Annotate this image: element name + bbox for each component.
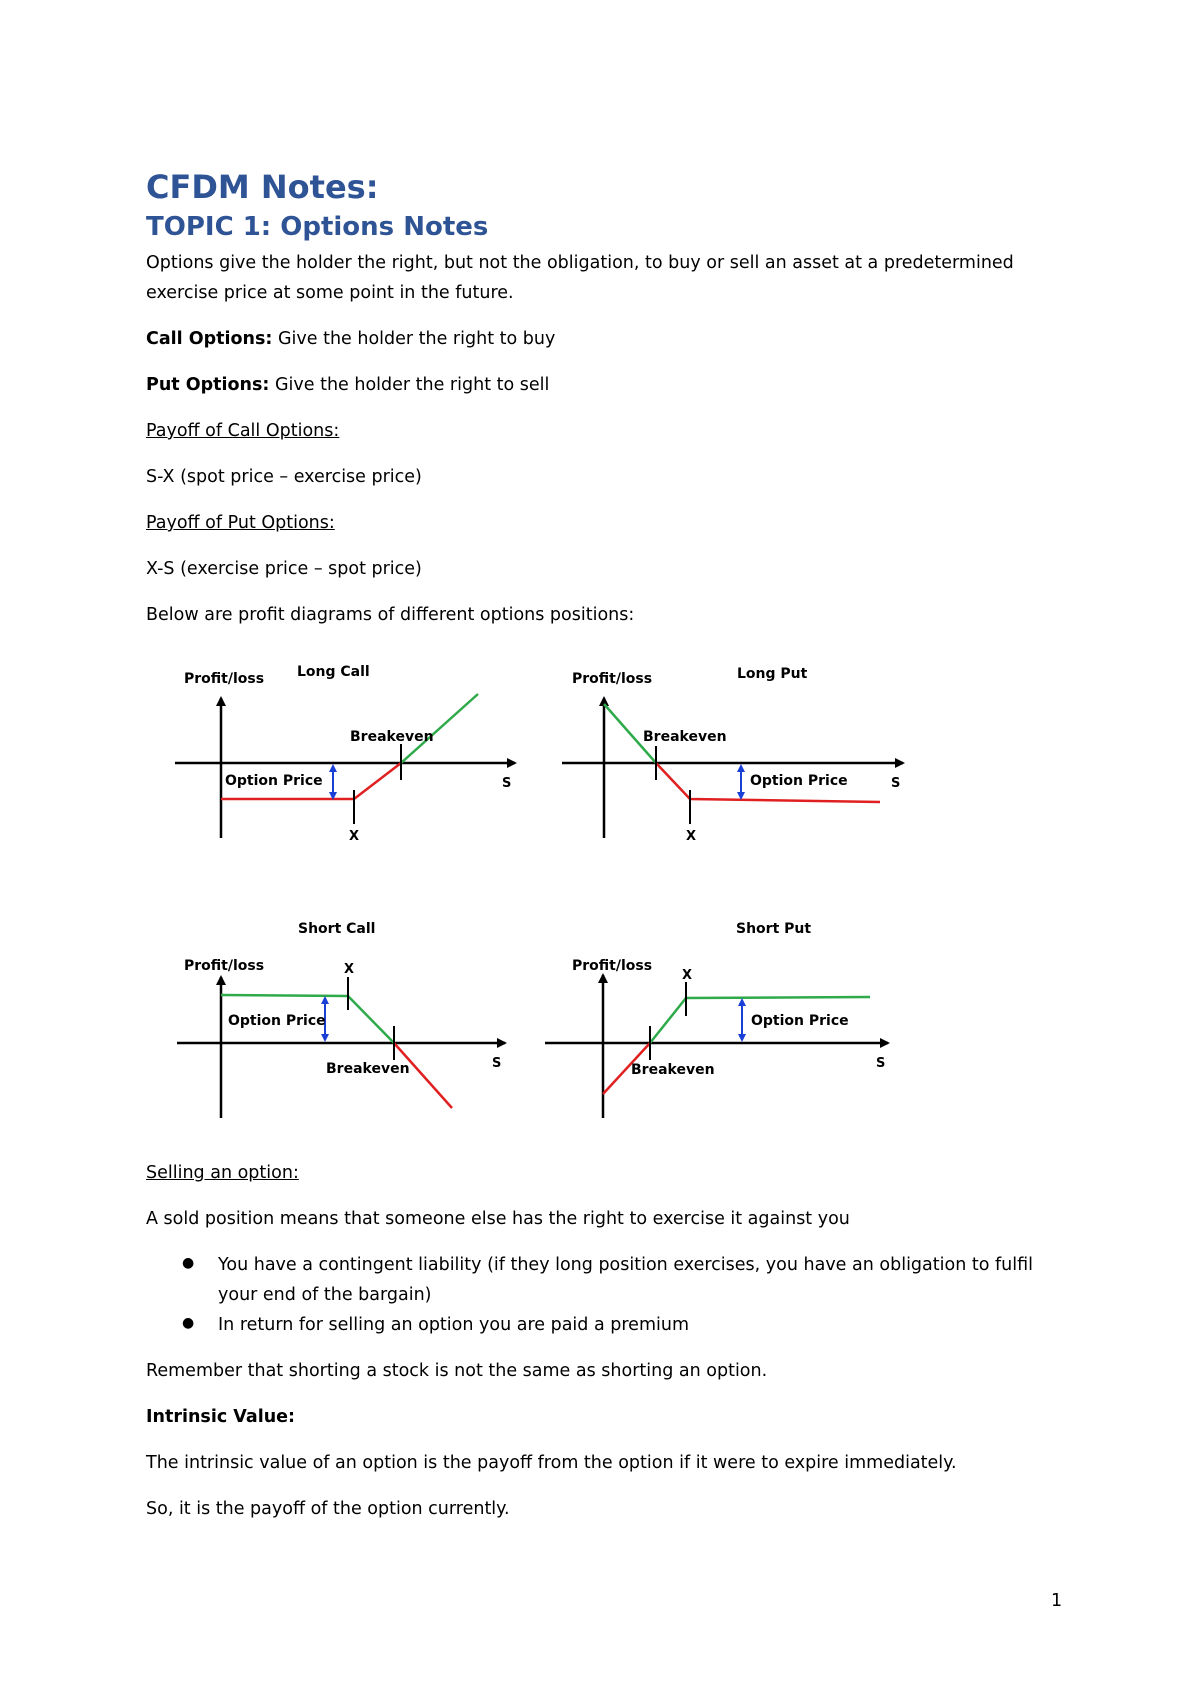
short-call-s-label: S [492, 1056, 502, 1071]
long-put-s-label: S [891, 776, 901, 791]
put-payoff-heading: Payoff of Put Options: [146, 513, 335, 533]
short-put-profit-loss-label: Profit/loss [572, 958, 653, 974]
long-call-x-label: X [349, 829, 360, 844]
intrinsic-value-text-2: So, it is the payoff of the option currently. [146, 1499, 510, 1519]
short-call-diagram [177, 921, 505, 1118]
bullet-1-line-1: You have a contingent liability (if they long position exercises, you have an obligation to fulfil [218, 1255, 1033, 1275]
call-payoff-formula: S-X (spot price – exercise price) [146, 467, 422, 487]
long-put-profit-loss-label: Profit/loss [572, 671, 653, 687]
short-put-diagram [545, 921, 888, 1118]
sold-position-text: A sold position means that someone else has the right to exercise it against you [146, 1209, 850, 1229]
short-put-title: Short Put [736, 921, 812, 937]
page-number: 1 [1051, 1591, 1063, 1611]
short-call-x-label: X [344, 962, 355, 977]
intrinsic-value-heading [146, 1406, 295, 1428]
long-call-diagram [175, 664, 515, 844]
intrinsic-value-label: Intrinsic Value: [146, 1407, 296, 1427]
intro-line-2: exercise price at some point in the future. [146, 283, 514, 303]
long-call-profit-loss-label: Profit/loss [184, 671, 265, 687]
put-options-text: Give the holder the right to sell [269, 375, 550, 395]
call-options-text: Give the holder the right to buy [272, 329, 556, 349]
bullet-icon: ● [182, 1255, 195, 1271]
long-put-x-label: X [686, 829, 697, 844]
long-put-title: Long Put [737, 666, 808, 682]
short-put-x-label: X [682, 968, 693, 983]
short-call-option-price-label: Option Price [228, 1013, 326, 1029]
short-call-title: Short Call [298, 921, 376, 937]
intrinsic-value-text: The intrinsic value of an option is the payoff from the option if it were to expire immediately. [146, 1453, 957, 1473]
selling-option-heading: Selling an option: [146, 1163, 299, 1183]
short-put-s-label: S [876, 1056, 886, 1071]
intro-line-1: Options give the holder the right, but not the obligation, to buy or sell an asset at a predetermined [146, 253, 1014, 273]
long-call-title: Long Call [297, 664, 370, 680]
call-options-label: Call Options: [146, 329, 273, 349]
topic-heading: TOPIC 1: Options Notes [146, 212, 489, 242]
long-call-breakeven-label: Breakeven [350, 729, 434, 745]
bullet-icon: ● [182, 1315, 195, 1331]
bullet-1-line-2: your end of the bargain) [218, 1285, 432, 1305]
remember-text: Remember that shorting a stock is not the same as shorting an option. [146, 1361, 768, 1381]
short-call-breakeven-label: Breakeven [326, 1061, 410, 1077]
long-call-option-price-label: Option Price [225, 773, 323, 789]
call-payoff-heading: Payoff of Call Options: [146, 421, 340, 441]
short-put-breakeven-label: Breakeven [631, 1062, 715, 1078]
long-put-diagram [562, 666, 903, 844]
diagrams-intro: Below are profit diagrams of different options positions: [146, 605, 635, 625]
short-put-option-price-label: Option Price [751, 1013, 849, 1029]
put-options-label: Put Options: [146, 375, 270, 395]
long-put-breakeven-label: Breakeven [643, 729, 727, 745]
document-title: CFDM Notes: [146, 168, 379, 206]
bullet-2: In return for selling an option you are paid a premium [218, 1315, 689, 1335]
short-call-profit-loss-label: Profit/loss [184, 958, 265, 974]
put-payoff-formula: X-S (exercise price – spot price) [146, 559, 422, 579]
long-put-option-price-label: Option Price [750, 773, 848, 789]
long-call-s-label: S [502, 776, 512, 791]
